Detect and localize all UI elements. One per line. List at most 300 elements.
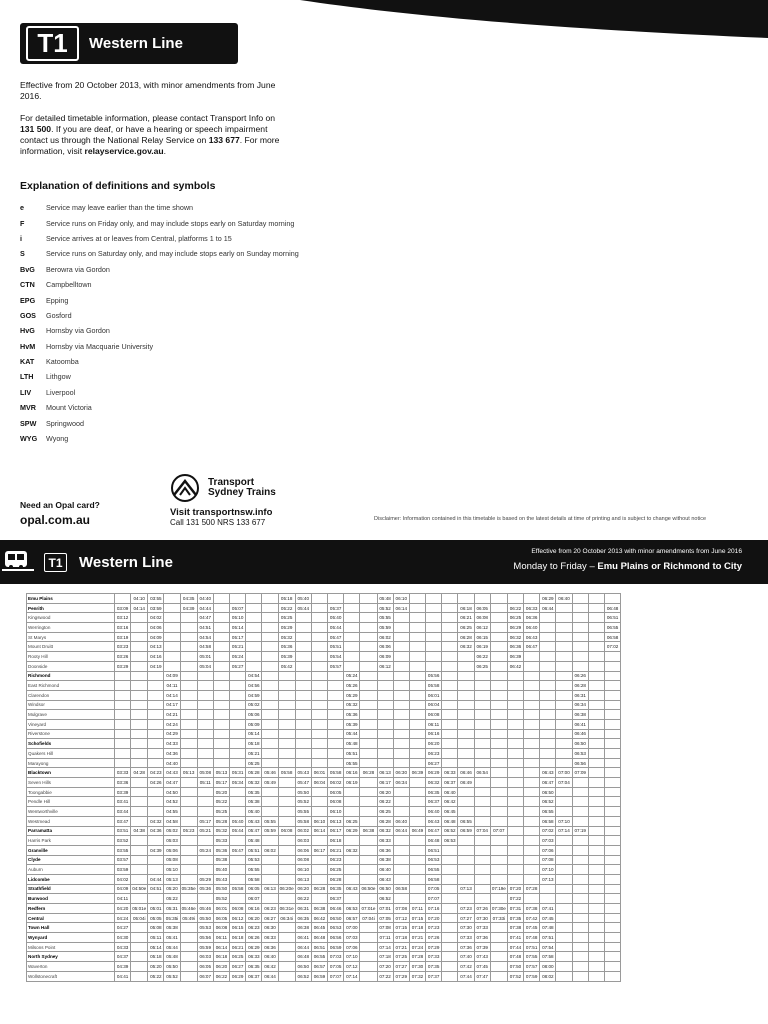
time-cell (409, 623, 425, 633)
time-cell: 05:08 (197, 768, 213, 778)
time-cell: 06:12 (230, 913, 246, 923)
time-cell: 07:13 (458, 884, 474, 894)
time-cell (556, 700, 572, 710)
time-cell: 06:53 (328, 923, 344, 933)
time-cell: 06:40 (393, 816, 409, 826)
time-cell: 07:43 (474, 952, 490, 962)
time-cell: 07:25 (393, 952, 409, 962)
time-cell: 06:59 (458, 826, 474, 836)
time-cell (524, 826, 540, 836)
time-cell: 05:23 (180, 826, 197, 836)
time-cell: 06:21 (230, 942, 246, 952)
time-cell (197, 700, 213, 710)
time-cell (490, 729, 507, 739)
time-cell: 06:05 (213, 913, 229, 923)
time-cell (474, 855, 490, 865)
time-cell (131, 923, 148, 933)
time-cell (180, 933, 197, 943)
transport-t-icon (170, 473, 208, 503)
time-cell (605, 758, 621, 768)
time-cell (442, 942, 458, 952)
time-cell: 05:35e (180, 884, 197, 894)
time-cell (262, 787, 278, 797)
time-cell: 06:08 (213, 923, 229, 933)
time-cell (213, 700, 229, 710)
time-cell (524, 700, 540, 710)
time-cell: 06:08 (295, 855, 311, 865)
station-name: Parramatta (27, 826, 115, 836)
time-cell: 07:05 (328, 962, 344, 972)
time-cell: 06:32 (426, 778, 442, 788)
time-cell: 05:55 (295, 807, 311, 817)
time-cell (131, 681, 148, 691)
time-cell (442, 749, 458, 759)
definition-item (20, 308, 299, 323)
time-cell: 06:25 (328, 865, 344, 875)
transport-link[interactable]: transportnsw.info (192, 507, 273, 518)
time-cell (131, 952, 148, 962)
time-cell (588, 594, 604, 604)
time-cell: 05:02 (164, 826, 180, 836)
time-cell: 06:36 (377, 845, 393, 855)
time-cell (344, 652, 360, 662)
time-cell (180, 778, 197, 788)
time-cell: 05:22 (213, 797, 229, 807)
time-cell (197, 894, 213, 904)
time-cell (164, 642, 180, 652)
station-name: Redfern (27, 904, 115, 914)
time-cell: 07:03 (540, 836, 556, 846)
time-cell (393, 661, 409, 671)
time-cell: 06:44 (295, 942, 311, 952)
time-cell: 07:33 (474, 923, 490, 933)
time-cell (556, 787, 572, 797)
time-cell: 05:58 (295, 816, 311, 826)
time-cell: 05:29 (197, 874, 213, 884)
time-cell: 07:55 (524, 952, 540, 962)
time-cell: 04:10 (131, 594, 148, 604)
time-cell (246, 632, 262, 642)
time-cell: 06:23 (426, 749, 442, 759)
time-cell: 05:10 (230, 613, 246, 623)
time-cell: 04:40 (197, 594, 213, 604)
time-cell (409, 642, 425, 652)
time-cell: 07:19e (490, 884, 507, 894)
time-cell: 05:20 (148, 962, 164, 972)
time-cell (213, 690, 229, 700)
definition-item (20, 231, 299, 246)
line-name: Western Line (89, 35, 183, 52)
time-cell (295, 632, 311, 642)
time-cell: 06:18 (230, 933, 246, 943)
time-cell (572, 904, 588, 914)
time-cell: 05:51 (328, 642, 344, 652)
logo-line2: Sydney Trains (208, 487, 276, 498)
time-cell: 05:52 (295, 797, 311, 807)
time-cell: 07:02 (605, 642, 621, 652)
time-cell (393, 807, 409, 817)
time-cell: 07:06 (540, 845, 556, 855)
time-cell: 05:55 (246, 865, 262, 875)
time-cell: 05:44 (344, 729, 360, 739)
time-cell: 06:41 (295, 933, 311, 943)
time-cell (377, 749, 393, 759)
time-cell (572, 933, 588, 943)
time-cell (588, 671, 604, 681)
time-cell (180, 739, 197, 749)
time-cell (556, 962, 572, 972)
time-cell (524, 690, 540, 700)
time-cell (180, 700, 197, 710)
time-cell: 07:04 (474, 826, 490, 836)
time-cell (344, 865, 360, 875)
time-cell (458, 671, 474, 681)
time-cell: 06:54 (474, 768, 490, 778)
time-cell (605, 797, 621, 807)
definition-item (20, 292, 299, 307)
time-cell: 05:29 (344, 690, 360, 700)
station-name: Mulgrave (27, 710, 115, 720)
time-cell: 06:32 (458, 642, 474, 652)
time-cell: 06:46 (572, 729, 588, 739)
timetable-row (27, 807, 621, 817)
time-cell (490, 816, 507, 826)
time-cell (588, 942, 604, 952)
time-cell (344, 787, 360, 797)
time-cell: 05:48 (246, 836, 262, 846)
time-cell (588, 894, 604, 904)
time-cell (278, 923, 295, 933)
time-cell (409, 865, 425, 875)
time-cell (360, 952, 377, 962)
time-cell (442, 729, 458, 739)
timetable-row (27, 729, 621, 739)
time-cell (490, 681, 507, 691)
time-cell (442, 681, 458, 691)
time-cell (262, 613, 278, 623)
time-cell: 06:18 (213, 952, 229, 962)
time-cell (278, 845, 295, 855)
time-cell (507, 797, 523, 807)
time-cell: 07:00 (344, 923, 360, 933)
time-cell: 04:30 (115, 933, 131, 943)
time-cell (213, 613, 229, 623)
time-cell: 07:52 (507, 971, 523, 981)
time-cell (148, 855, 164, 865)
time-cell (148, 787, 164, 797)
time-cell (458, 739, 474, 749)
time-cell: 03:44 (115, 807, 131, 817)
relay-link[interactable]: relayservice.gov.au (84, 146, 164, 156)
time-cell: 06:53 (442, 836, 458, 846)
time-cell (556, 681, 572, 691)
time-cell: 06:28 (311, 884, 327, 894)
time-cell (311, 690, 327, 700)
time-cell (490, 594, 507, 604)
time-cell (507, 836, 523, 846)
time-cell: 07:35 (507, 913, 523, 923)
time-cell: 03:59 (148, 603, 164, 613)
time-cell (556, 797, 572, 807)
time-cell (311, 739, 327, 749)
time-cell (180, 613, 197, 623)
time-cell: 05:56 (426, 671, 442, 681)
time-cell (148, 836, 164, 846)
time-cell (115, 671, 131, 681)
time-cell (262, 749, 278, 759)
time-cell (572, 816, 588, 826)
time-cell: 07:27 (393, 962, 409, 972)
band-line-code: T1 (44, 553, 67, 572)
time-cell (474, 807, 490, 817)
time-cell (262, 661, 278, 671)
time-cell (197, 787, 213, 797)
time-cell (524, 845, 540, 855)
time-cell: 06:49 (409, 826, 425, 836)
time-cell: 05:29 (278, 623, 295, 633)
timetable-row (27, 894, 621, 904)
time-cell (262, 700, 278, 710)
time-cell (605, 962, 621, 972)
time-cell (556, 739, 572, 749)
time-cell: 05:22 (148, 971, 164, 981)
time-cell: 06:36 (524, 613, 540, 623)
time-cell: 07:47 (474, 971, 490, 981)
time-cell: 07:29 (393, 971, 409, 981)
time-cell (393, 623, 409, 633)
time-cell (605, 787, 621, 797)
time-cell (230, 729, 246, 739)
time-cell: 06:51 (311, 942, 327, 952)
time-cell: 07:19 (572, 826, 588, 836)
time-cell (360, 719, 377, 729)
time-cell (311, 603, 327, 613)
time-cell: 06:50 (295, 962, 311, 972)
time-cell (474, 700, 490, 710)
time-cell (180, 758, 197, 768)
time-cell (278, 933, 295, 943)
time-cell (344, 642, 360, 652)
time-cell (442, 758, 458, 768)
time-cell (556, 758, 572, 768)
time-cell (442, 652, 458, 662)
opal-link[interactable]: opal.com.au (20, 513, 91, 527)
time-cell: 06:22 (507, 603, 523, 613)
timetable-row (27, 942, 621, 952)
time-cell: 06:20 (426, 739, 442, 749)
time-cell (507, 690, 523, 700)
time-cell: 03:36 (115, 778, 131, 788)
time-cell (588, 603, 604, 613)
timetable-row (27, 594, 621, 604)
time-cell (490, 661, 507, 671)
time-cell (213, 758, 229, 768)
time-cell (507, 700, 523, 710)
timetable-row (27, 923, 621, 933)
time-cell: 04:39 (180, 603, 197, 613)
time-cell (262, 865, 278, 875)
time-cell (230, 719, 246, 729)
time-cell (556, 855, 572, 865)
time-cell: 07:27 (458, 913, 474, 923)
time-cell (409, 652, 425, 662)
time-cell (278, 971, 295, 981)
time-cell (442, 865, 458, 875)
time-cell: 04:50 (164, 787, 180, 797)
time-cell: 06:17 (328, 826, 344, 836)
time-cell: 06:13 (328, 816, 344, 826)
time-cell (442, 962, 458, 972)
time-cell: 04:44 (148, 874, 164, 884)
time-cell (605, 952, 621, 962)
time-cell: 06:46 (458, 768, 474, 778)
time-cell: 06:28 (458, 632, 474, 642)
definition-text: Liverpool (46, 387, 76, 397)
time-cell (295, 710, 311, 720)
time-cell: 06:43 (344, 884, 360, 894)
time-cell (442, 913, 458, 923)
time-cell (393, 681, 409, 691)
time-cell (605, 768, 621, 778)
time-cell: 07:07 (426, 894, 442, 904)
time-cell (393, 797, 409, 807)
time-cell: 03:26 (115, 652, 131, 662)
time-cell: 07:50 (507, 962, 523, 972)
time-cell: 07:33 (458, 933, 474, 943)
time-cell: 03:57 (115, 855, 131, 865)
time-cell: 06:40 (377, 865, 393, 875)
time-cell: 05:01 (148, 904, 164, 914)
time-cell: 06:11 (426, 719, 442, 729)
time-cell (556, 661, 572, 671)
time-cell (556, 904, 572, 914)
time-cell: 07:48 (524, 933, 540, 943)
time-cell: 06:48 (311, 933, 327, 943)
time-cell (588, 613, 604, 623)
time-cell (490, 797, 507, 807)
opal-question: Need an Opal card? (20, 500, 100, 510)
time-cell (572, 855, 588, 865)
time-cell: 06:01 (213, 904, 229, 914)
time-cell (409, 613, 425, 623)
timetable-row (27, 671, 621, 681)
time-cell (426, 632, 442, 642)
time-cell: 06:08 (278, 826, 295, 836)
time-cell: 04:11 (164, 681, 180, 691)
time-cell (328, 690, 344, 700)
time-cell (507, 826, 523, 836)
time-cell (409, 632, 425, 642)
definition-symbol: e (20, 203, 24, 213)
time-cell (556, 603, 572, 613)
time-cell: 07:01e (360, 904, 377, 914)
time-cell: 06:55 (540, 807, 556, 817)
time-cell (213, 632, 229, 642)
time-cell: 06:50 (377, 884, 393, 894)
time-cell: 04:58 (197, 642, 213, 652)
time-cell: 07:21 (409, 933, 425, 943)
time-cell (540, 700, 556, 710)
time-cell: 06:40 (556, 594, 572, 604)
time-cell (588, 768, 604, 778)
definition-text: Hornsby via Gordon (46, 326, 110, 336)
time-cell (474, 884, 490, 894)
time-cell (377, 700, 393, 710)
time-cell (311, 787, 327, 797)
time-cell (180, 652, 197, 662)
time-cell: 05:59 (262, 826, 278, 836)
definition-item (20, 277, 299, 292)
time-cell: 05:13 (180, 768, 197, 778)
time-cell (540, 719, 556, 729)
definition-item (20, 215, 299, 230)
time-cell: 06:47 (524, 642, 540, 652)
time-cell: 06:40 (442, 787, 458, 797)
time-cell: 05:40 (230, 816, 246, 826)
time-cell (311, 623, 327, 633)
time-cell: 07:30e (490, 904, 507, 914)
time-cell: 04:44 (197, 603, 213, 613)
time-cell (360, 749, 377, 759)
time-cell: 06:43 (540, 768, 556, 778)
time-cell (605, 826, 621, 836)
time-cell: 05:36 (213, 845, 229, 855)
time-cell: 06:19 (344, 778, 360, 788)
time-cell (246, 603, 262, 613)
time-cell (605, 690, 621, 700)
time-cell (474, 719, 490, 729)
time-cell (131, 632, 148, 642)
time-cell (540, 749, 556, 759)
time-cell: 06:42 (442, 797, 458, 807)
time-cell: 04:27 (115, 923, 131, 933)
time-cell: 06:13 (295, 874, 311, 884)
time-cell: 06:17 (311, 845, 327, 855)
definitions-list (20, 200, 299, 446)
time-cell (409, 778, 425, 788)
time-cell: 05:08 (164, 855, 180, 865)
time-cell: 06:37 (426, 797, 442, 807)
time-cell (377, 710, 393, 720)
time-cell (197, 865, 213, 875)
time-cell (490, 719, 507, 729)
time-cell (474, 681, 490, 691)
time-cell: 05:26 (344, 681, 360, 691)
time-cell (115, 710, 131, 720)
time-cell: 04:16 (148, 652, 164, 662)
time-cell: 07:26 (474, 904, 490, 914)
time-cell: 06:14 (393, 603, 409, 613)
time-cell (360, 816, 377, 826)
time-cell (131, 933, 148, 943)
time-cell: 06:14 (213, 942, 229, 952)
time-cell: 06:20 (377, 787, 393, 797)
transport-logo (170, 473, 276, 503)
time-cell (262, 758, 278, 768)
time-cell (311, 807, 327, 817)
time-cell: 06:33 (442, 768, 458, 778)
time-cell (131, 758, 148, 768)
time-cell: 07:30 (474, 913, 490, 923)
time-cell: 06:43 (426, 816, 442, 826)
time-cell (524, 865, 540, 875)
time-cell (507, 758, 523, 768)
time-cell: 07:44 (458, 971, 474, 981)
time-cell (360, 613, 377, 623)
time-cell: 06:58 (540, 816, 556, 826)
time-cell: 06:57 (311, 962, 327, 972)
time-cell (605, 971, 621, 981)
